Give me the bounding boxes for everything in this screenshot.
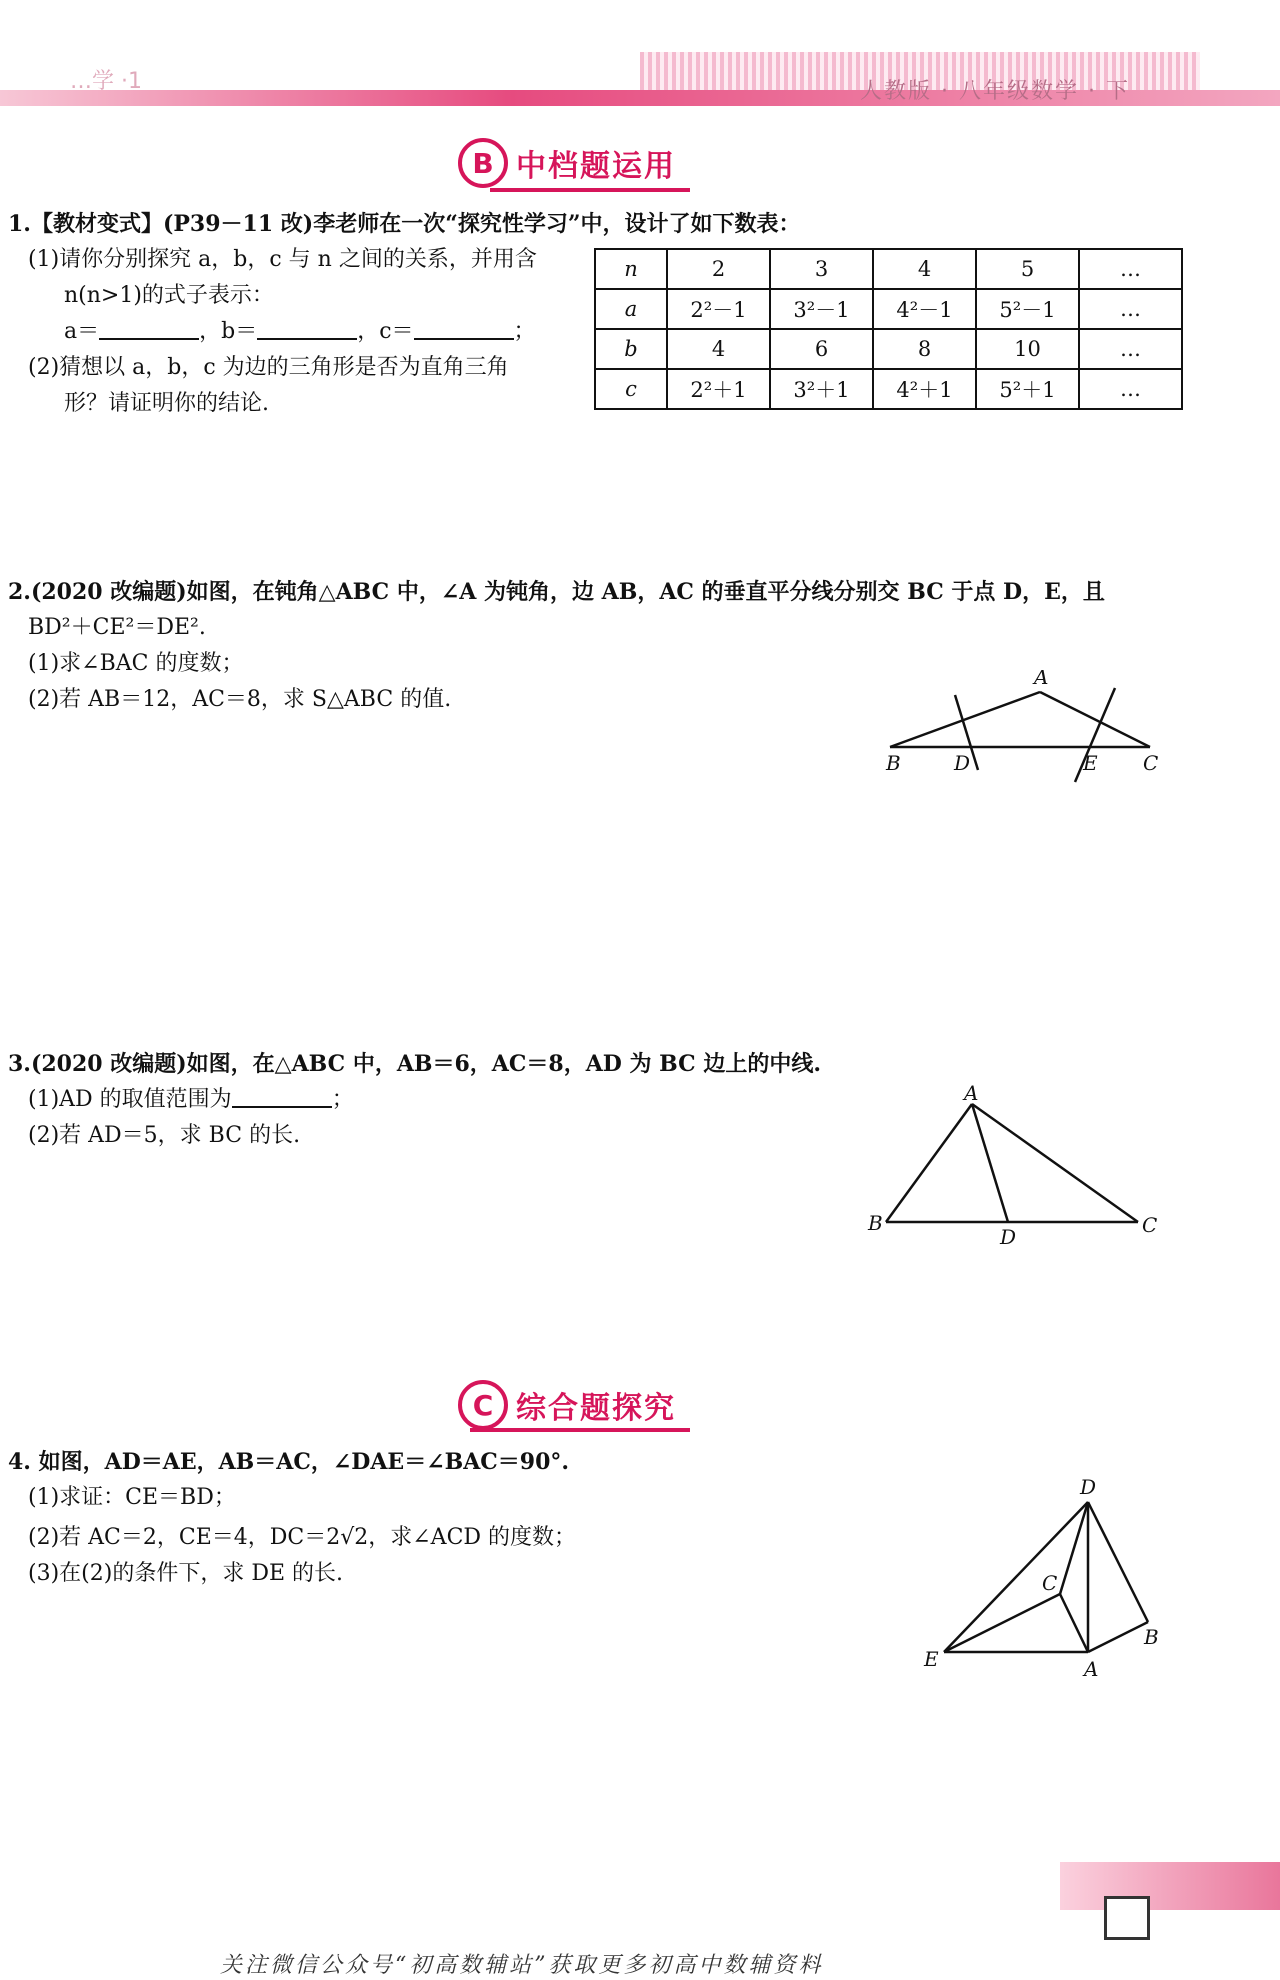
footer-decoration (1060, 1862, 1280, 1910)
segment-ac (972, 1104, 1138, 1222)
q4-part1: (1)求证：CE＝BD； (28, 1485, 236, 1510)
q1-part1-line2: n(n>1)的式子表示： (64, 283, 274, 308)
section-b-heading (458, 138, 676, 188)
q1-blank-a-label: a＝ (64, 319, 100, 344)
q1-blank-c-label: ，c＝ (357, 319, 414, 344)
table-cell: … (1079, 329, 1182, 369)
q1-blank-c[interactable] (414, 316, 514, 340)
table-cell: 2²－1 (667, 289, 770, 329)
table-row (595, 329, 1182, 369)
label-e: E (924, 1647, 939, 1671)
table-row (595, 369, 1182, 409)
table-cell: … (1079, 369, 1182, 409)
table-cell: 8 (873, 329, 976, 369)
footer-note: 关注微信公众号“初高数辅站”获取更多初高中数辅资料 (220, 1953, 824, 1978)
label-a: A (1084, 1657, 1099, 1681)
table-row (595, 289, 1182, 329)
q1-number-table (594, 248, 1183, 410)
q4-part2: (2)若 AC＝2，CE＝4，DC＝2√2，求∠ACD 的度数； (28, 1525, 577, 1550)
q1-part1-line1: (1)请你分别探究 a，b，c 与 n 之间的关系，并用含 (28, 247, 537, 272)
segment-ac (1040, 692, 1150, 747)
q1-blank-end: ； (513, 319, 536, 344)
table-cell: c (595, 369, 667, 409)
table-cell: a (595, 289, 667, 329)
page-number-box (1104, 1896, 1150, 1940)
q4-stem: 4. 如图，AD＝AE，AB＝AC，∠DAE＝∠BAC＝90°. (8, 1449, 570, 1475)
label-c: C (1042, 1571, 1058, 1595)
table-cell: 4²＋1 (873, 369, 976, 409)
label-a: A (1034, 670, 1049, 689)
table-cell: 3 (770, 249, 873, 289)
q3-part1 (28, 1082, 354, 1118)
q3-stem: 3.(2020 改编题)如图，在△ABC 中，AB＝6，AC＝8，AD 为 BC 边上的中线. (8, 1051, 821, 1077)
median-ad (972, 1104, 1008, 1222)
section-c-heading (458, 1380, 676, 1430)
segment-ab (886, 1104, 972, 1222)
label-a: A (964, 1081, 979, 1105)
q1-blank-b[interactable] (257, 316, 357, 340)
table-cell: b (595, 329, 667, 369)
q3-part1-text: (1)AD 的取值范围为 (28, 1087, 232, 1112)
q3-blank-range[interactable] (232, 1084, 332, 1108)
q2-stem-line2: BD²＋CE²＝DE². (28, 615, 206, 640)
label-d: D (1080, 1475, 1097, 1499)
section-c-underline (470, 1428, 690, 1432)
table-cell: 6 (770, 329, 873, 369)
table-cell: … (1079, 249, 1182, 289)
q3-figure (860, 1080, 1180, 1250)
table-cell: 4 (667, 329, 770, 369)
label-d: D (1000, 1225, 1017, 1249)
q1-blank-a[interactable] (99, 316, 199, 340)
label-b: B (1144, 1625, 1159, 1649)
table-cell: n (595, 249, 667, 289)
q2-stem-line1: 2.(2020 改编题)如图，在钝角△ABC 中，∠A 为钝角，边 AB，AC 的垂直平分线分别交 BC 于点 D，E，且 (8, 579, 1105, 605)
q1-blank-b-label: ，b＝ (199, 319, 258, 344)
table-cell: 4²－1 (873, 289, 976, 329)
q1-part2-line2: 形？请证明你的结论. (64, 391, 269, 416)
table-cell: 10 (976, 329, 1079, 369)
segment-ba (1088, 1622, 1148, 1652)
q1-stem: 1.【教材变式】(P39－11 改)李老师在一次“探究性学习”中，设计了如下数表： (8, 211, 801, 237)
table-cell: 3²－1 (770, 289, 873, 329)
q1-answer-blanks (64, 314, 536, 350)
table-cell: 2²＋1 (667, 369, 770, 409)
table-cell: 5 (976, 249, 1079, 289)
table-cell: 4 (873, 249, 976, 289)
table-cell: 5²－1 (976, 289, 1079, 329)
section-b-badge: B (458, 138, 508, 188)
label-e: E (1083, 751, 1098, 775)
label-b: B (868, 1211, 883, 1235)
section-b-underline (490, 188, 690, 192)
table-cell: … (1079, 289, 1182, 329)
q1-part2-line1: (2)猜想以 a，b，c 为边的三角形是否为直角三角 (28, 355, 509, 380)
segment-ec (944, 1594, 1060, 1652)
label-b: B (886, 751, 901, 775)
section-c-title: 综合题探究 (516, 1391, 676, 1426)
table-cell: 2 (667, 249, 770, 289)
table-cell: 3²＋1 (770, 369, 873, 409)
segment-ca (1060, 1594, 1088, 1652)
q3-part1-end: ； (331, 1087, 354, 1112)
q2-figure (870, 670, 1170, 790)
q4-part3: (3)在(2)的条件下，求 DE 的长. (28, 1561, 344, 1586)
label-c: C (1143, 751, 1159, 775)
label-d: D (954, 751, 971, 775)
segment-db (1088, 1502, 1148, 1622)
table-row (595, 249, 1182, 289)
q2-part2: (2)若 AB＝12，AC＝8，求 S△ABC 的值. (28, 687, 452, 712)
q2-part1: (1)求∠BAC 的度数； (28, 651, 244, 676)
q3-part2: (2)若 AD＝5，求 BC 的长. (28, 1123, 301, 1148)
q4-figure (910, 1472, 1170, 1692)
header-left-text: …学 ·1 (70, 69, 142, 94)
table-cell: 5²＋1 (976, 369, 1079, 409)
label-c: C (1142, 1213, 1158, 1237)
section-c-badge: C (458, 1380, 508, 1430)
segment-ab (890, 692, 1040, 747)
header-edition-text: 人教版 · 八年级数学 · 下 (860, 79, 1130, 104)
section-b-title: 中档题运用 (516, 149, 676, 184)
